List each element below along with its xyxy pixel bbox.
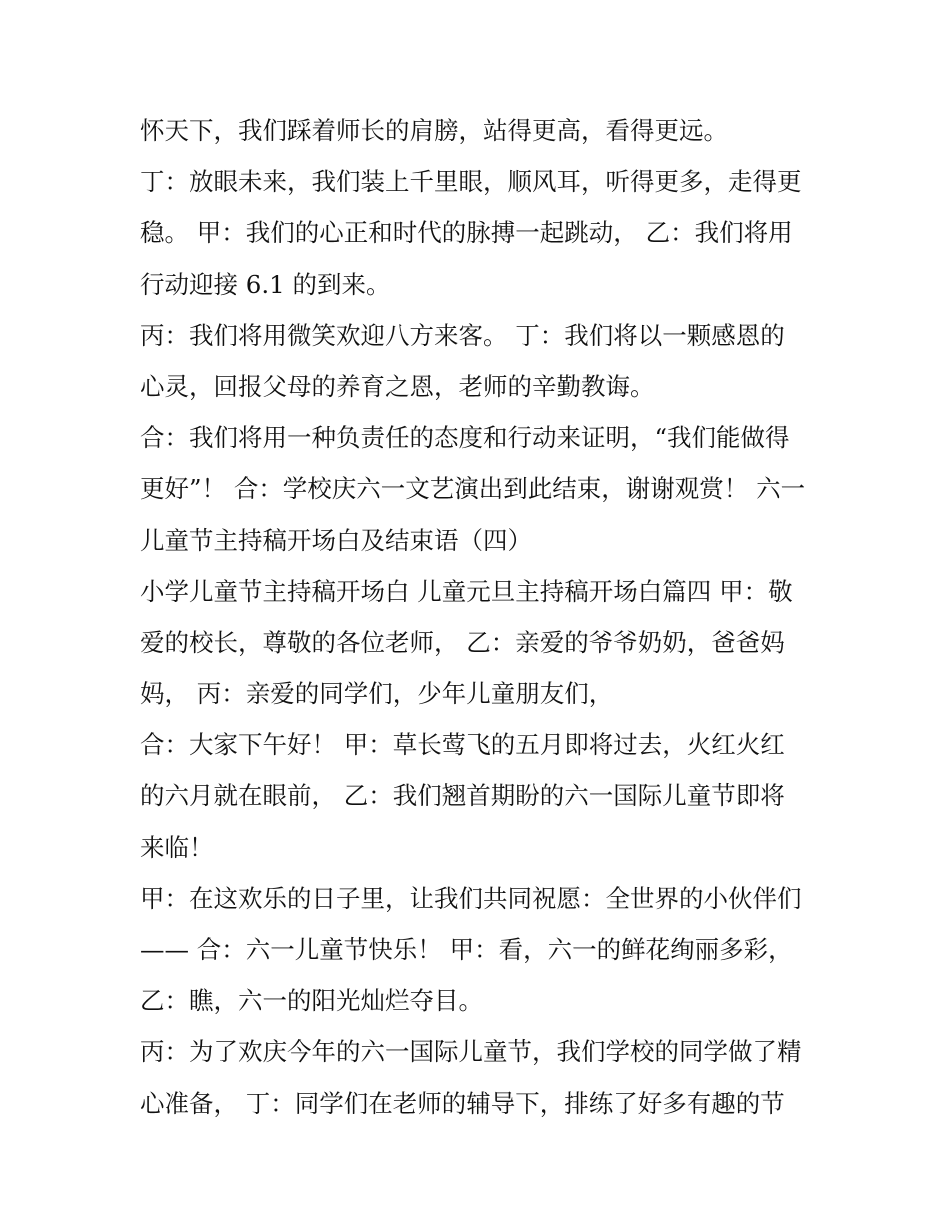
text-line: 小学儿童节主持稿开场白 儿童元旦主持稿开场白篇四 甲：敬 (140, 576, 793, 606)
document-body (140, 105, 830, 1129)
text-line: 丙：为了欢庆今年的六一国际儿童节，我们学校的同学做了精 (140, 1037, 802, 1067)
text-line: 稳。 甲：我们的心正和时代的脉搏一起跳动， 乙：我们将用 (140, 218, 793, 248)
text-line: 来临！ (140, 832, 214, 862)
text-line: 丙：我们将用微笑欢迎八方来客。 丁：我们将以一颗感恩的 (140, 320, 785, 350)
text-line: 心灵，回报父母的养育之恩，老师的辛勤教诲。 (140, 371, 655, 401)
text-line: —— 合：六一儿童节快乐！ 甲：看，六一的鲜花绚丽多彩， (140, 935, 793, 964)
text-line: 的六月就在眼前， 乙：我们翘首期盼的六一国际儿童节即将 (140, 781, 785, 811)
text-line: 妈， 丙：亲爱的同学们，少年儿童朋友们， (140, 679, 614, 709)
text-line: 爱的校长，尊敬的各位老师， 乙：亲爱的爷爷奶奶，爸爸妈 (140, 627, 785, 657)
text-line: 行动迎接 6.1 的到来。 (140, 269, 391, 299)
text-line: 儿童节主持稿开场白及结束语（四） (140, 525, 532, 555)
text-line: 心准备， 丁：同学们在老师的辅导下，排练了好多有趣的节 (140, 1088, 785, 1118)
text-line: 更好”！ 合：学校庆六一文艺演出到此结束，谢谢观赏！ 六一 (140, 474, 806, 504)
text-line: 丁：放眼未来，我们装上千里眼，顺风耳，听得更多，走得更 (140, 167, 802, 197)
text-line: 合：我们将用一种负责任的态度和行动来证明，“我们能做得 (140, 423, 790, 453)
text-line: 乙：瞧，六一的阳光灿烂夺目。 (140, 986, 483, 1016)
text-line: 怀天下，我们踩着师长的肩膀，站得更高，看得更远。 (140, 116, 728, 145)
text-line: 合：大家下午好！ 甲：草长莺飞的五月即将过去，火红火红 (140, 730, 785, 760)
text-line: 甲：在这欢乐的日子里，让我们共同祝愿：全世界的小伙伴们 (140, 883, 802, 913)
